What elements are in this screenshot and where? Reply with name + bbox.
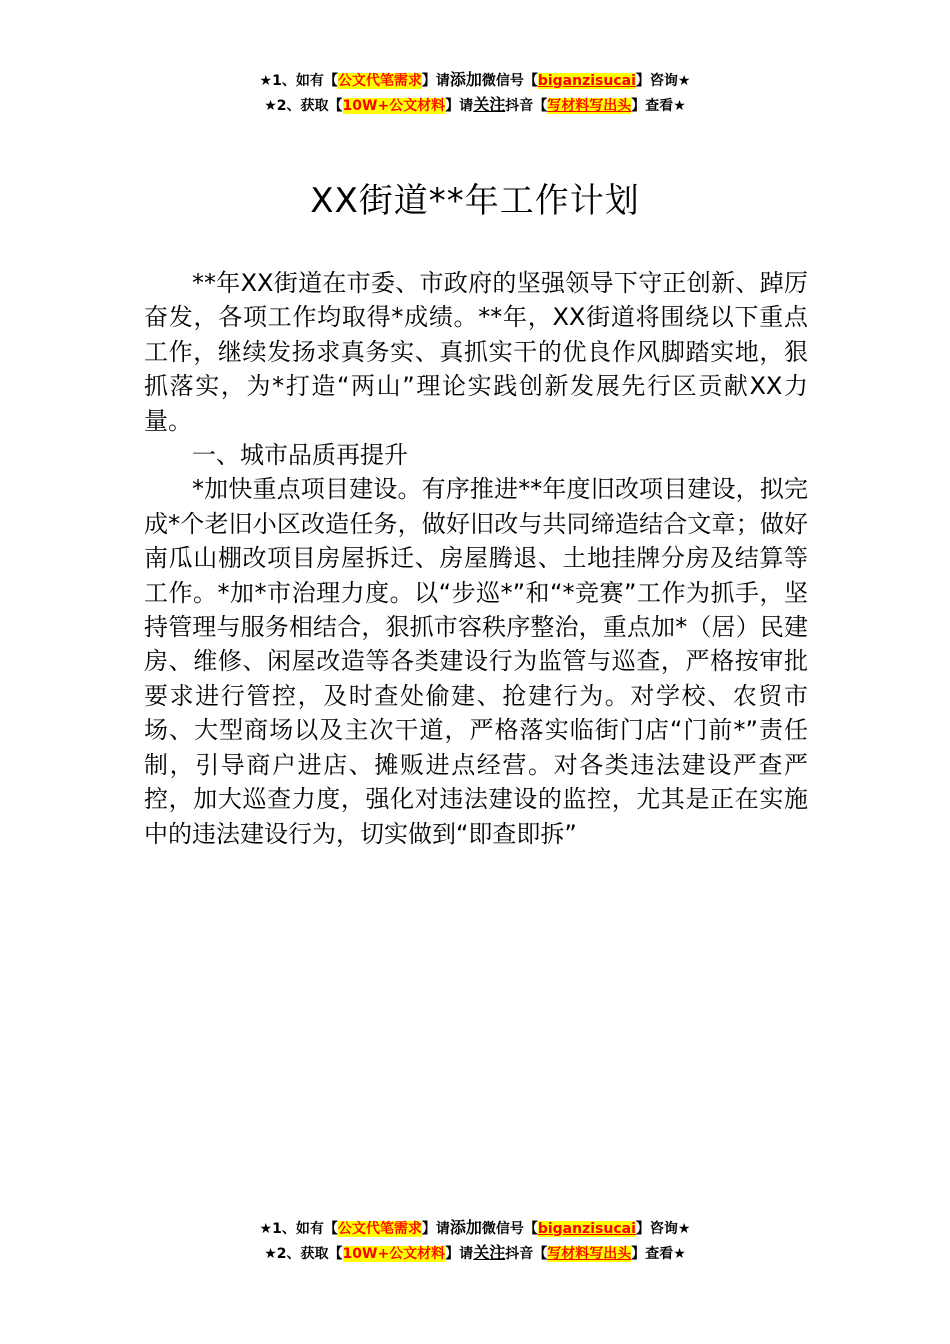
banner-line-2: [0, 1241, 950, 1266]
banner-text: 】查看★: [631, 98, 686, 114]
banner-highlight: 公文代笔需求: [337, 1221, 422, 1237]
banner-text: 】请: [421, 1221, 450, 1237]
banner-highlight: 公文代笔需求: [337, 73, 422, 89]
banner-text: 】咨询★: [635, 1221, 691, 1237]
banner-highlight: 10W+公文材料: [342, 98, 446, 114]
banner-emphasis: 关注: [473, 1243, 506, 1262]
banner-text: ★2、获取【: [264, 98, 343, 114]
banner-emphasis: 添加: [449, 70, 482, 89]
banner-text: 抖音【: [505, 1246, 548, 1262]
banner-line-2: [0, 93, 950, 118]
banner-text: ★1、如有【: [259, 1221, 338, 1237]
banner-line-1: [0, 68, 950, 93]
banner-line-1: [0, 1216, 950, 1241]
document-body: [144, 266, 808, 851]
banner-text: 】查看★: [631, 1246, 686, 1262]
banner-text: 微信号【: [481, 73, 538, 89]
banner-text: 】请: [421, 73, 450, 89]
banner-emphasis: 添加: [449, 1218, 482, 1237]
footer-banner: [0, 1216, 950, 1266]
body-paragraph: *加快重点项目建设。有序推进**年度旧改项目建设，拟完成*个老旧小区改造任务，做好旧改与共同缔造结合文章；做好南瓜山棚改项目房屋拆迁、房屋腾退、土地挂牌分房及结算等工作。*加*市治理力度。以“步巡*”和“*竞赛”工作为抓手，坚持管理与服务相结合，狠抓市容秩序整治，重点加*（居）民建房、维修、闲屋改造等各类建设行为监管与巡查，严格按审批要求进行管控，及时查处偷建、抢建行为。对学校、农贸市场、大型商场以及主次干道，严格落实临街门店“门前*”责任制，引导商户进店、摊贩进点经营。对各类违法建设严查严控，加大巡查力度，强化对违法建设的监控，尤其是正在实施中的违法建设行为，切实做到“即查即拆”: [144, 475, 808, 848]
banner-text: 抖音【: [505, 98, 548, 114]
banner-douyin-id: 写材料写出头: [547, 1246, 632, 1262]
banner-text: ★2、获取【: [264, 1246, 343, 1262]
banner-text: 】咨询★: [635, 73, 691, 89]
header-banner: [0, 68, 950, 118]
banner-douyin-id: 写材料写出头: [547, 98, 632, 114]
banner-wechat-id: biganzisucai: [537, 1221, 636, 1237]
section-heading: 一、城市品质再提升: [192, 441, 408, 470]
banner-highlight: 10W+公文材料: [342, 1246, 446, 1262]
banner-wechat-id: biganzisucai: [537, 73, 636, 89]
document-title: XX街道**年工作计划: [310, 181, 640, 221]
banner-text: 】请: [445, 98, 474, 114]
banner-text: ★1、如有【: [259, 73, 338, 89]
banner-emphasis: 关注: [473, 95, 506, 114]
banner-text: 】请: [445, 1246, 474, 1262]
banner-text: 微信号【: [481, 1221, 538, 1237]
intro-paragraph: **年XX街道在市委、市政府的坚强领导下守正创新、踔厉奋发，各项工作均取得*成绩。**年，XX街道将围绕以下重点工作，继续发扬求真务实、真抓实干的优良作风脚踏实地，狠抓落实，为*打造“两山”理论实践创新发展先行区贡献XX力量。: [144, 269, 808, 435]
